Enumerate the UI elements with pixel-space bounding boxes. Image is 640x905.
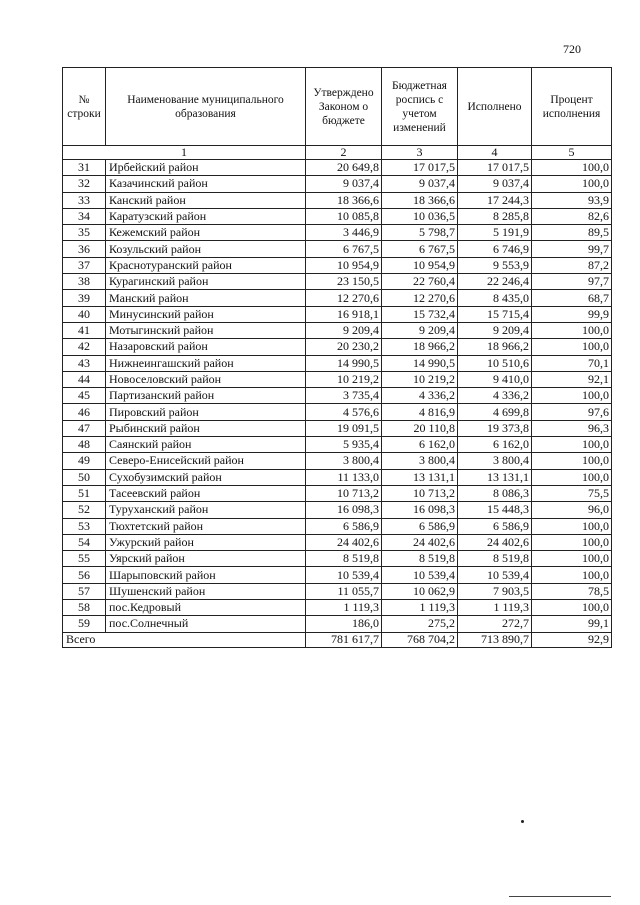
header-executed: Исполнено [458, 68, 532, 146]
row-number: 32 [63, 176, 106, 192]
municipality-name: Мотыгинский район [106, 322, 306, 338]
approved-amount: 186,0 [306, 616, 382, 632]
row-number: 44 [63, 371, 106, 387]
approved-amount: 20 230,2 [306, 339, 382, 355]
execution-percent: 100,0 [532, 534, 612, 550]
executed-amount: 17 244,3 [458, 192, 532, 208]
approved-amount: 3 446,9 [306, 225, 382, 241]
row-number: 36 [63, 241, 106, 257]
table-row [63, 583, 612, 599]
approved-amount: 1 119,3 [306, 600, 382, 616]
table-row [63, 404, 612, 420]
approved-amount: 6 586,9 [306, 518, 382, 534]
table-row [63, 616, 612, 632]
executed-amount: 6 162,0 [458, 437, 532, 453]
footer-rule [509, 896, 611, 897]
table-row [63, 485, 612, 501]
row-number: 50 [63, 469, 106, 485]
row-number: 54 [63, 534, 106, 550]
approved-amount: 4 576,6 [306, 404, 382, 420]
approved-amount: 14 990,5 [306, 355, 382, 371]
table-row [63, 453, 612, 469]
budget-amount: 10 539,4 [382, 567, 458, 583]
budget-amount: 13 131,1 [382, 469, 458, 485]
budget-amount: 9 209,4 [382, 322, 458, 338]
executed-amount: 7 903,5 [458, 583, 532, 599]
municipality-name: Новоселовский район [106, 371, 306, 387]
execution-percent: 68,7 [532, 290, 612, 306]
table-row [63, 192, 612, 208]
execution-percent: 82,6 [532, 208, 612, 224]
table-row [63, 600, 612, 616]
execution-percent: 100,0 [532, 322, 612, 338]
column-number-3: 3 [382, 146, 458, 160]
table-row [63, 160, 612, 176]
approved-amount: 10 219,2 [306, 371, 382, 387]
municipality-name: Рыбинский район [106, 420, 306, 436]
table-body [63, 160, 612, 633]
execution-percent: 99,9 [532, 306, 612, 322]
executed-amount: 22 246,4 [458, 274, 532, 290]
row-number: 43 [63, 355, 106, 371]
row-number: 46 [63, 404, 106, 420]
budget-amount: 4 816,9 [382, 404, 458, 420]
executed-amount: 6 586,9 [458, 518, 532, 534]
approved-amount: 10 954,9 [306, 257, 382, 273]
row-number: 53 [63, 518, 106, 534]
column-number-row [63, 146, 612, 160]
executed-amount: 15 448,3 [458, 502, 532, 518]
table-row [63, 551, 612, 567]
table-row [63, 274, 612, 290]
budget-amount: 3 800,4 [382, 453, 458, 469]
column-number-5: 5 [532, 146, 612, 160]
executed-amount: 8 285,8 [458, 208, 532, 224]
header-budget-list: Бюджетная роспись с учетом изменений [382, 68, 458, 146]
row-number: 48 [63, 437, 106, 453]
municipality-name: Сухобузимский район [106, 469, 306, 485]
budget-amount: 17 017,5 [382, 160, 458, 176]
executed-amount: 9 410,0 [458, 371, 532, 387]
total-approved: 781 617,7 [306, 632, 382, 647]
budget-amount: 18 366,6 [382, 192, 458, 208]
execution-percent: 100,0 [532, 176, 612, 192]
executed-amount: 3 800,4 [458, 453, 532, 469]
approved-amount: 8 519,8 [306, 551, 382, 567]
executed-amount: 9 037,4 [458, 176, 532, 192]
table-row [63, 567, 612, 583]
row-number: 49 [63, 453, 106, 469]
table-row [63, 534, 612, 550]
table-row [63, 502, 612, 518]
table-row [63, 388, 612, 404]
execution-percent: 100,0 [532, 453, 612, 469]
approved-amount: 6 767,5 [306, 241, 382, 257]
executed-amount: 17 017,5 [458, 160, 532, 176]
municipality-name: Ирбейский район [106, 160, 306, 176]
municipality-name: Партизанский район [106, 388, 306, 404]
executed-amount: 272,7 [458, 616, 532, 632]
execution-percent: 70,1 [532, 355, 612, 371]
municipality-name: Минусинский район [106, 306, 306, 322]
approved-amount: 10 713,2 [306, 485, 382, 501]
execution-percent: 96,0 [532, 502, 612, 518]
row-number: 35 [63, 225, 106, 241]
executed-amount: 8 435,0 [458, 290, 532, 306]
execution-percent: 87,2 [532, 257, 612, 273]
total-percent: 92,9 [532, 632, 612, 647]
approved-amount: 16 918,1 [306, 306, 382, 322]
execution-percent: 97,6 [532, 404, 612, 420]
table-row [63, 176, 612, 192]
table-row [63, 437, 612, 453]
approved-amount: 10 539,4 [306, 567, 382, 583]
approved-amount: 19 091,5 [306, 420, 382, 436]
budget-amount: 10 713,2 [382, 485, 458, 501]
municipality-name: Шарыповский район [106, 567, 306, 583]
approved-amount: 11 133,0 [306, 469, 382, 485]
approved-amount: 3 800,4 [306, 453, 382, 469]
budget-amount: 10 062,9 [382, 583, 458, 599]
header-name: Наименование муниципального образования [106, 68, 306, 146]
table-row [63, 257, 612, 273]
table-row [63, 420, 612, 436]
executed-amount: 8 519,8 [458, 551, 532, 567]
execution-percent: 100,0 [532, 518, 612, 534]
executed-amount: 10 510,6 [458, 355, 532, 371]
budget-amount: 8 519,8 [382, 551, 458, 567]
municipality-name: Туруханский район [106, 502, 306, 518]
budget-amount: 6 767,5 [382, 241, 458, 257]
header-percent: Процент исполнения [532, 68, 612, 146]
row-number: 42 [63, 339, 106, 355]
municipality-name: пос.Кедровый [106, 600, 306, 616]
executed-amount: 4 699,8 [458, 404, 532, 420]
budget-amount: 24 402,6 [382, 534, 458, 550]
approved-amount: 9 209,4 [306, 322, 382, 338]
executed-amount: 13 131,1 [458, 469, 532, 485]
total-row [63, 632, 612, 647]
budget-execution-table [62, 67, 612, 648]
budget-amount: 10 036,5 [382, 208, 458, 224]
page-number: 720 [563, 42, 581, 56]
budget-amount: 5 798,7 [382, 225, 458, 241]
approved-amount: 24 402,6 [306, 534, 382, 550]
budget-amount: 12 270,6 [382, 290, 458, 306]
municipality-name: Ужурский район [106, 534, 306, 550]
table-row [63, 355, 612, 371]
row-number: 41 [63, 322, 106, 338]
budget-amount: 9 037,4 [382, 176, 458, 192]
header-row-no: № строки [63, 68, 106, 146]
approved-amount: 3 735,4 [306, 388, 382, 404]
executed-amount: 24 402,6 [458, 534, 532, 550]
total-label: Всего [63, 632, 306, 647]
table-row [63, 290, 612, 306]
approved-amount: 20 649,8 [306, 160, 382, 176]
row-number: 56 [63, 567, 106, 583]
execution-percent: 100,0 [532, 388, 612, 404]
execution-percent: 96,3 [532, 420, 612, 436]
municipality-name: Пировский район [106, 404, 306, 420]
budget-amount: 6 586,9 [382, 518, 458, 534]
approved-amount: 9 037,4 [306, 176, 382, 192]
column-number-4: 4 [458, 146, 532, 160]
execution-percent: 100,0 [532, 160, 612, 176]
municipality-name: Саянский район [106, 437, 306, 453]
row-number: 55 [63, 551, 106, 567]
budget-amount: 4 336,2 [382, 388, 458, 404]
execution-percent: 93,9 [532, 192, 612, 208]
executed-amount: 6 746,9 [458, 241, 532, 257]
total-budget: 768 704,2 [382, 632, 458, 647]
budget-amount: 10 954,9 [382, 257, 458, 273]
approved-amount: 10 085,8 [306, 208, 382, 224]
approved-amount: 16 098,3 [306, 502, 382, 518]
table-row [63, 339, 612, 355]
municipality-name: Северо-Енисейский район [106, 453, 306, 469]
execution-percent: 99,7 [532, 241, 612, 257]
row-number: 40 [63, 306, 106, 322]
table-row [63, 241, 612, 257]
municipality-name: Уярский район [106, 551, 306, 567]
executed-amount: 1 119,3 [458, 600, 532, 616]
execution-percent: 75,5 [532, 485, 612, 501]
execution-percent: 92,1 [532, 371, 612, 387]
budget-amount: 14 990,5 [382, 355, 458, 371]
execution-percent: 100,0 [532, 600, 612, 616]
approved-amount: 12 270,6 [306, 290, 382, 306]
municipality-name: Манский район [106, 290, 306, 306]
municipality-name: Нижнеингашский район [106, 355, 306, 371]
execution-percent: 100,0 [532, 339, 612, 355]
municipality-name: Каратузский район [106, 208, 306, 224]
execution-percent: 100,0 [532, 567, 612, 583]
budget-amount: 22 760,4 [382, 274, 458, 290]
execution-percent: 100,0 [532, 551, 612, 567]
municipality-name: Курагинский район [106, 274, 306, 290]
table-row [63, 469, 612, 485]
executed-amount: 8 086,3 [458, 485, 532, 501]
municipality-name: пос.Солнечный [106, 616, 306, 632]
approved-amount: 18 366,6 [306, 192, 382, 208]
municipality-name: Кежемский район [106, 225, 306, 241]
row-number: 45 [63, 388, 106, 404]
executed-amount: 15 715,4 [458, 306, 532, 322]
execution-percent: 97,7 [532, 274, 612, 290]
municipality-name: Казачинский район [106, 176, 306, 192]
municipality-name: Назаровский район [106, 339, 306, 355]
approved-amount: 23 150,5 [306, 274, 382, 290]
row-number: 57 [63, 583, 106, 599]
municipality-name: Канский район [106, 192, 306, 208]
scan-mark [521, 820, 524, 823]
execution-percent: 89,5 [532, 225, 612, 241]
municipality-name: Краснотуранский район [106, 257, 306, 273]
budget-amount: 16 098,3 [382, 502, 458, 518]
approved-amount: 11 055,7 [306, 583, 382, 599]
executed-amount: 9 209,4 [458, 322, 532, 338]
execution-percent: 78,5 [532, 583, 612, 599]
executed-amount: 9 553,9 [458, 257, 532, 273]
row-number: 37 [63, 257, 106, 273]
header-approved: Утверждено Законом о бюджете [306, 68, 382, 146]
budget-amount: 18 966,2 [382, 339, 458, 355]
execution-percent: 100,0 [532, 469, 612, 485]
municipality-name: Шушенский район [106, 583, 306, 599]
total-executed: 713 890,7 [458, 632, 532, 647]
table-row [63, 371, 612, 387]
row-number: 59 [63, 616, 106, 632]
column-number-2: 2 [306, 146, 382, 160]
row-number: 31 [63, 160, 106, 176]
table-header-row [63, 68, 612, 146]
table-row [63, 518, 612, 534]
row-number: 39 [63, 290, 106, 306]
table-row [63, 208, 612, 224]
executed-amount: 4 336,2 [458, 388, 532, 404]
table-row [63, 322, 612, 338]
approved-amount: 5 935,4 [306, 437, 382, 453]
executed-amount: 19 373,8 [458, 420, 532, 436]
execution-percent: 99,1 [532, 616, 612, 632]
budget-amount: 6 162,0 [382, 437, 458, 453]
budget-amount: 10 219,2 [382, 371, 458, 387]
budget-amount: 15 732,4 [382, 306, 458, 322]
execution-percent: 100,0 [532, 437, 612, 453]
municipality-name: Тюхтетский район [106, 518, 306, 534]
row-number: 38 [63, 274, 106, 290]
row-number: 52 [63, 502, 106, 518]
budget-amount: 1 119,3 [382, 600, 458, 616]
executed-amount: 18 966,2 [458, 339, 532, 355]
row-number: 33 [63, 192, 106, 208]
executed-amount: 5 191,9 [458, 225, 532, 241]
row-number: 58 [63, 600, 106, 616]
row-number: 34 [63, 208, 106, 224]
table-row [63, 225, 612, 241]
column-number-1: 1 [63, 146, 306, 160]
municipality-name: Тасеевский район [106, 485, 306, 501]
budget-amount: 275,2 [382, 616, 458, 632]
table-row [63, 306, 612, 322]
budget-amount: 20 110,8 [382, 420, 458, 436]
row-number: 51 [63, 485, 106, 501]
row-number: 47 [63, 420, 106, 436]
municipality-name: Козульский район [106, 241, 306, 257]
executed-amount: 10 539,4 [458, 567, 532, 583]
